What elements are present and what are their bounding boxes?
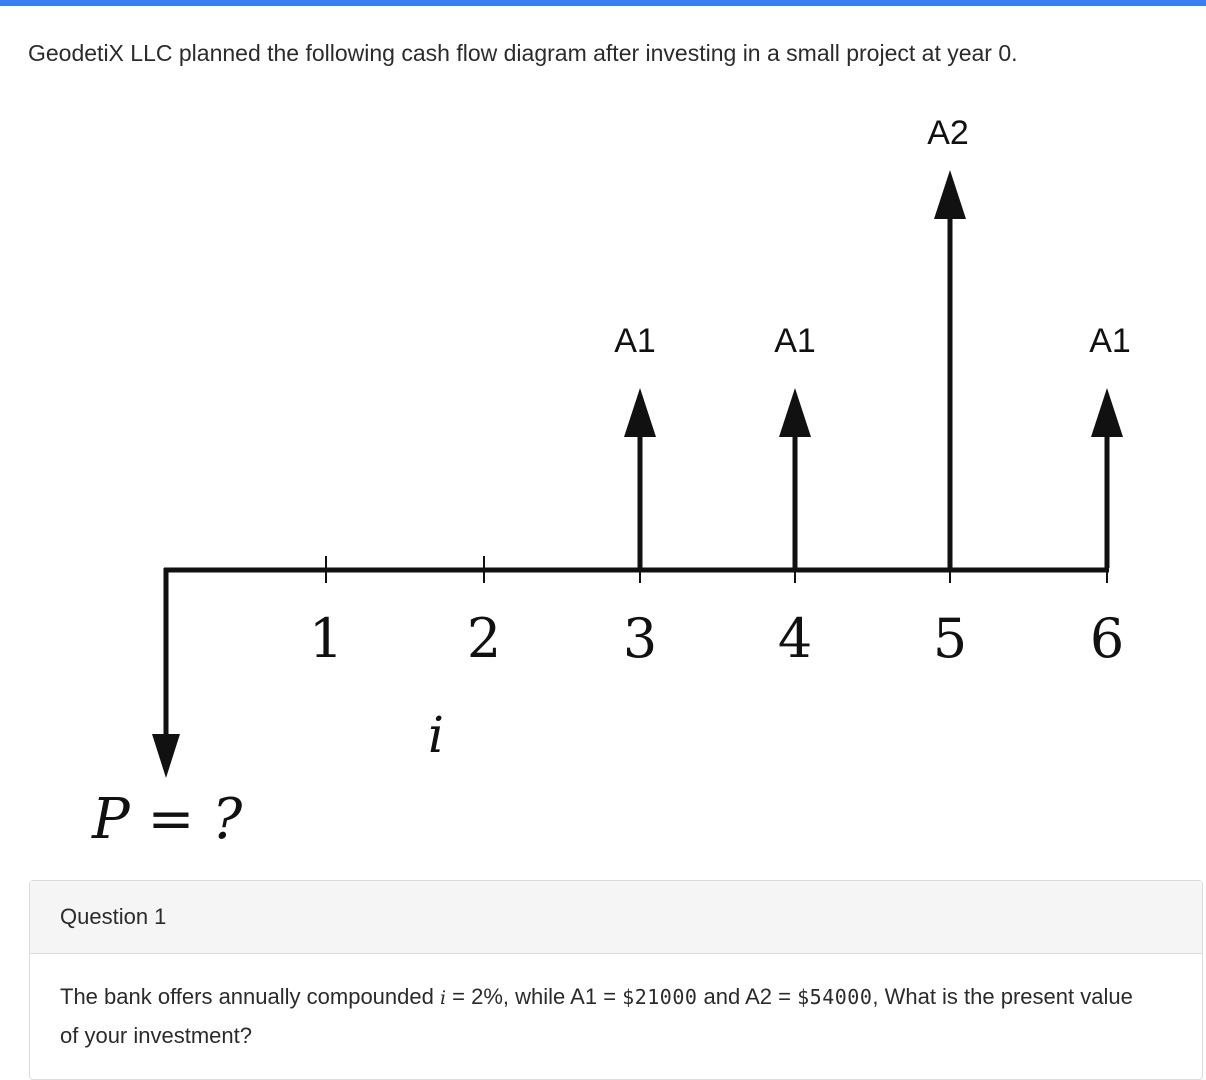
a1-value: $21000 — [622, 985, 698, 1009]
interest-symbol: i — [439, 987, 447, 1009]
investment-arrow-head — [152, 734, 180, 778]
question-text: , What is the present value of your investment? — [60, 984, 1133, 1048]
period-label: 4 — [777, 607, 813, 670]
cash-flow-label: A1 — [774, 322, 816, 360]
cash-flow-arrow-head-4 — [779, 388, 811, 437]
question-text: = 2%, while A1 = — [446, 984, 623, 1009]
question-text: and A2 = — [697, 984, 798, 1009]
cash-flow-label: A2 — [927, 114, 969, 152]
period-label: 1 — [308, 607, 344, 670]
question-card — [29, 880, 1203, 1080]
period-label: 5 — [932, 607, 968, 670]
cash-flow-label: A1 — [614, 322, 656, 360]
cash-flow-arrow-head-5 — [934, 170, 966, 219]
period-label: 3 — [622, 607, 658, 670]
cash-flow-arrow-head-6 — [1091, 388, 1123, 437]
question-body — [30, 954, 1170, 1054]
intro-text: GeodetiX LLC planned the following cash flow diagram after investing in a small project at year 0. — [28, 40, 1018, 66]
cash-flow-label: A1 — [1089, 322, 1131, 360]
a2-value: $54000 — [797, 985, 873, 1009]
question-header — [30, 881, 1202, 954]
question-title: Question 1 — [60, 904, 167, 929]
interest-rate-label: i — [428, 706, 444, 764]
cash-flow-arrow-head-3 — [624, 388, 656, 437]
period-label: 2 — [466, 607, 502, 670]
present-value-label: P = ? — [92, 787, 243, 852]
question-text: The bank offers annually compounded — [60, 984, 440, 1009]
period-label: 6 — [1089, 607, 1125, 670]
